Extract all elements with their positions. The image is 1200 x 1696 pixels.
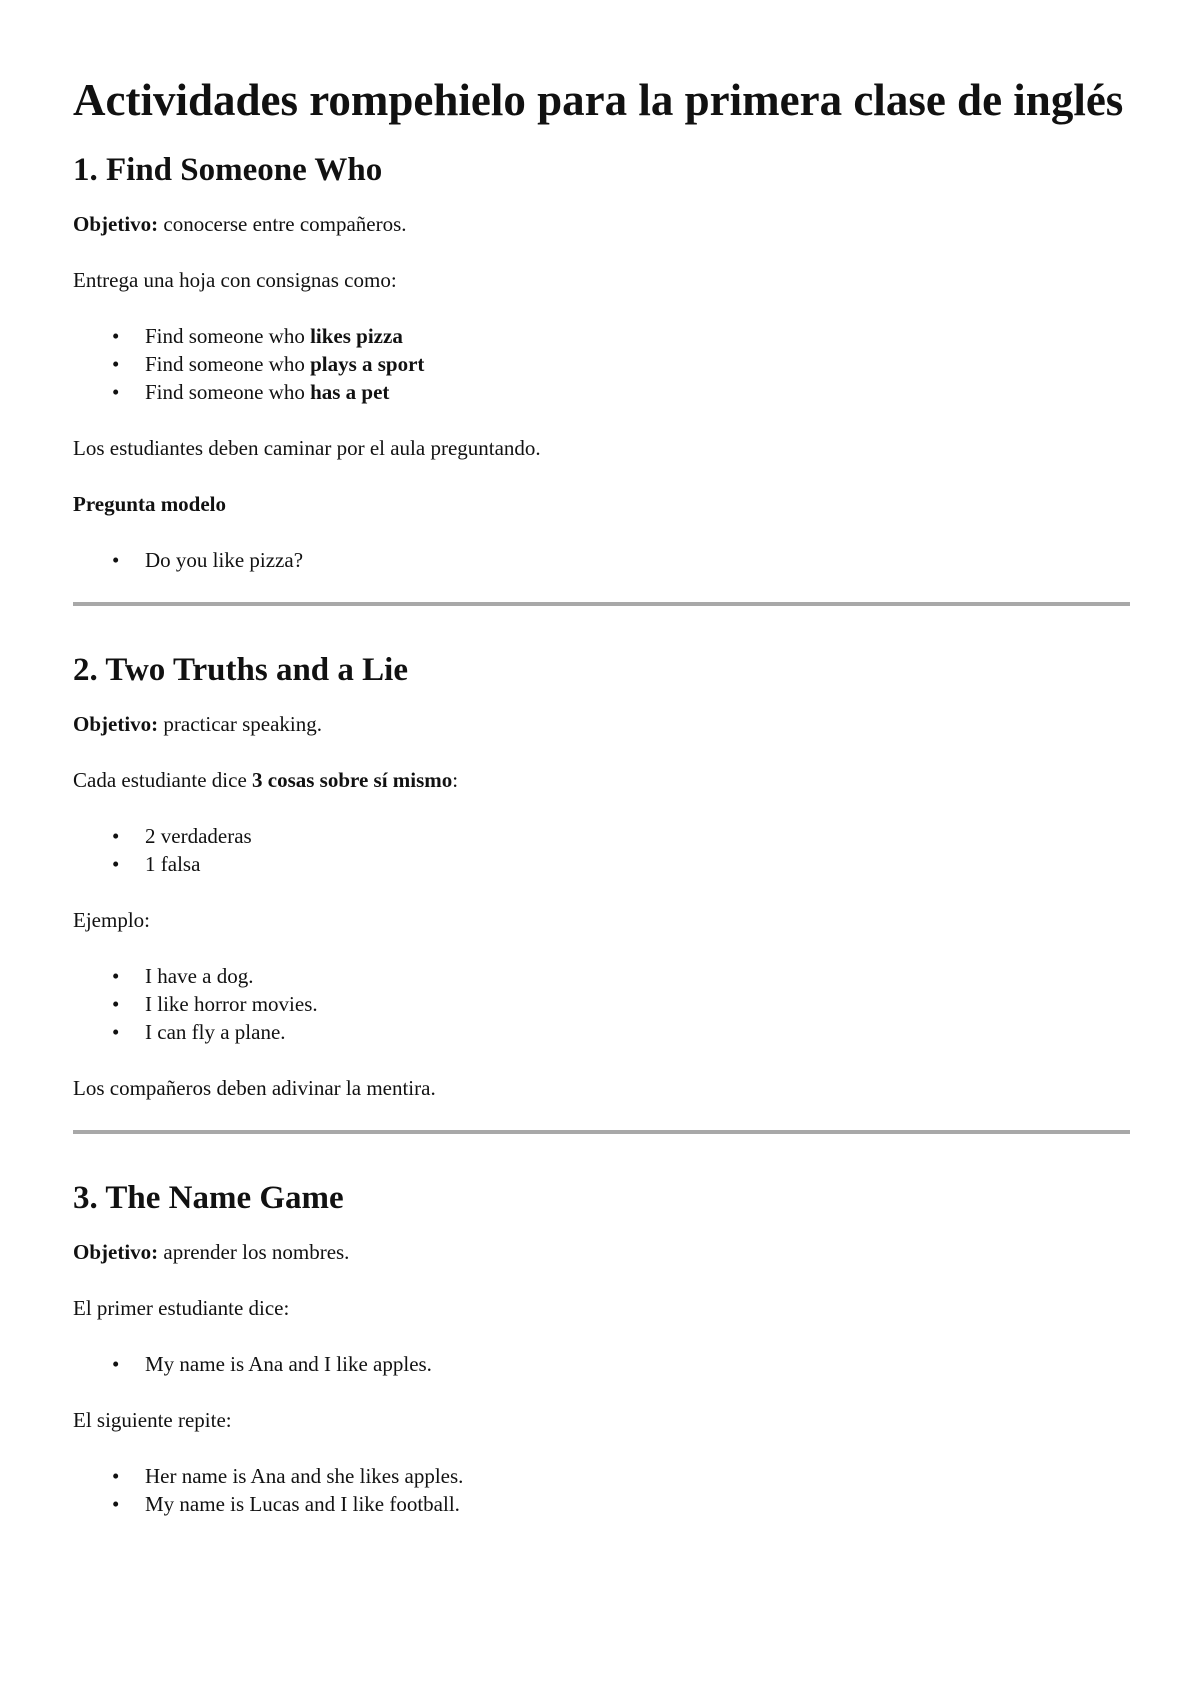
intro-text: [73, 766, 1130, 794]
objective-label: Objetivo:: [73, 712, 159, 736]
section-two-truths-and-a-lie: [73, 606, 1130, 1102]
list-item-bold: has a pet: [310, 380, 390, 404]
objective-text: practicar speaking.: [158, 712, 322, 736]
objective-line: [73, 1238, 1130, 1266]
model-list: [73, 546, 1130, 574]
list-item: [112, 1462, 1130, 1490]
objective-text: conocerse entre compañeros.: [158, 212, 407, 236]
list-item: [112, 546, 1130, 574]
objective-line: [73, 710, 1130, 738]
list-item: [112, 850, 1130, 878]
list-item-text: 2 verdaderas: [145, 824, 252, 848]
after-text: Los estudiantes deben caminar por el aula preguntando.: [73, 436, 541, 460]
list-item-text: 1 falsa: [145, 852, 201, 876]
subheading-text: Pregunta modelo: [73, 492, 227, 516]
next-label: El siguiente repite:: [73, 1408, 232, 1432]
section-find-someone-who: [73, 150, 1130, 574]
objective-label: Objetivo:: [73, 1240, 159, 1264]
list-item: [112, 322, 1130, 350]
example-list: [73, 962, 1130, 1046]
section-the-name-game: [73, 1134, 1130, 1518]
page-title: Actividades rompehielo para la primera clase de inglés: [73, 75, 1124, 125]
list-item-text: Find someone who: [145, 380, 311, 404]
intro-prefix: Cada estudiante dice: [73, 768, 253, 792]
list-item: [112, 1350, 1130, 1378]
objective-text: aprender los nombres.: [158, 1240, 350, 1264]
list-item: [112, 1018, 1130, 1046]
intro-bold: 3 cosas sobre sí mismo: [252, 768, 453, 792]
list-item: [112, 350, 1130, 378]
list-item-text: I have a dog.: [145, 964, 254, 988]
subheading: [73, 490, 1130, 518]
bullet-icon: •: [112, 352, 120, 376]
list-item-text: I like horror movies.: [145, 992, 318, 1016]
list-item-text: My name is Lucas and I like football.: [145, 1492, 460, 1516]
list-item: [112, 1490, 1130, 1518]
bullet-icon: •: [112, 1492, 120, 1516]
list-item-text: My name is Ana and I like apples.: [145, 1352, 432, 1376]
list-item: [112, 378, 1130, 406]
objective-label: Objetivo:: [73, 212, 159, 236]
section-heading: 2. Two Truths and a Lie: [73, 652, 408, 688]
bullet-icon: •: [112, 1352, 120, 1376]
first-student-list: [73, 1350, 1130, 1378]
list-item-text: Her name is Ana and she likes apples.: [145, 1464, 464, 1488]
bullet-icon: •: [112, 1464, 120, 1488]
intro-text: Entrega una hoja con consignas como:: [73, 268, 397, 292]
objective-line: [73, 210, 1130, 238]
truths-list: [73, 822, 1130, 878]
prompt-list: [73, 322, 1130, 406]
list-item-text: Find someone who: [145, 352, 311, 376]
bullet-icon: •: [112, 324, 120, 348]
bullet-icon: •: [112, 992, 120, 1016]
intro-text: El primer estudiante dice:: [73, 1296, 290, 1320]
list-item-text: Find someone who: [145, 324, 311, 348]
section-heading: 3. The Name Game: [73, 1180, 344, 1216]
bullet-icon: •: [112, 852, 120, 876]
list-item: [112, 962, 1130, 990]
intro-suffix: :: [452, 768, 459, 792]
bullet-icon: •: [112, 964, 120, 988]
bullet-icon: •: [112, 548, 120, 572]
bullet-icon: •: [112, 1020, 120, 1044]
bullet-icon: •: [112, 380, 120, 404]
section-heading: 1. Find Someone Who: [73, 152, 383, 188]
bullet-icon: •: [112, 824, 120, 848]
next-student-list: [73, 1462, 1130, 1518]
list-item-bold: plays a sport: [310, 352, 425, 376]
list-item: [112, 822, 1130, 850]
list-item-text: Do you like pizza?: [145, 548, 304, 572]
after-text: Los compañeros deben adivinar la mentira.: [73, 1076, 436, 1100]
list-item-text: I can fly a plane.: [145, 1020, 286, 1044]
list-item: [112, 990, 1130, 1018]
list-item-bold: likes pizza: [310, 324, 403, 348]
example-label: Ejemplo:: [73, 908, 150, 932]
